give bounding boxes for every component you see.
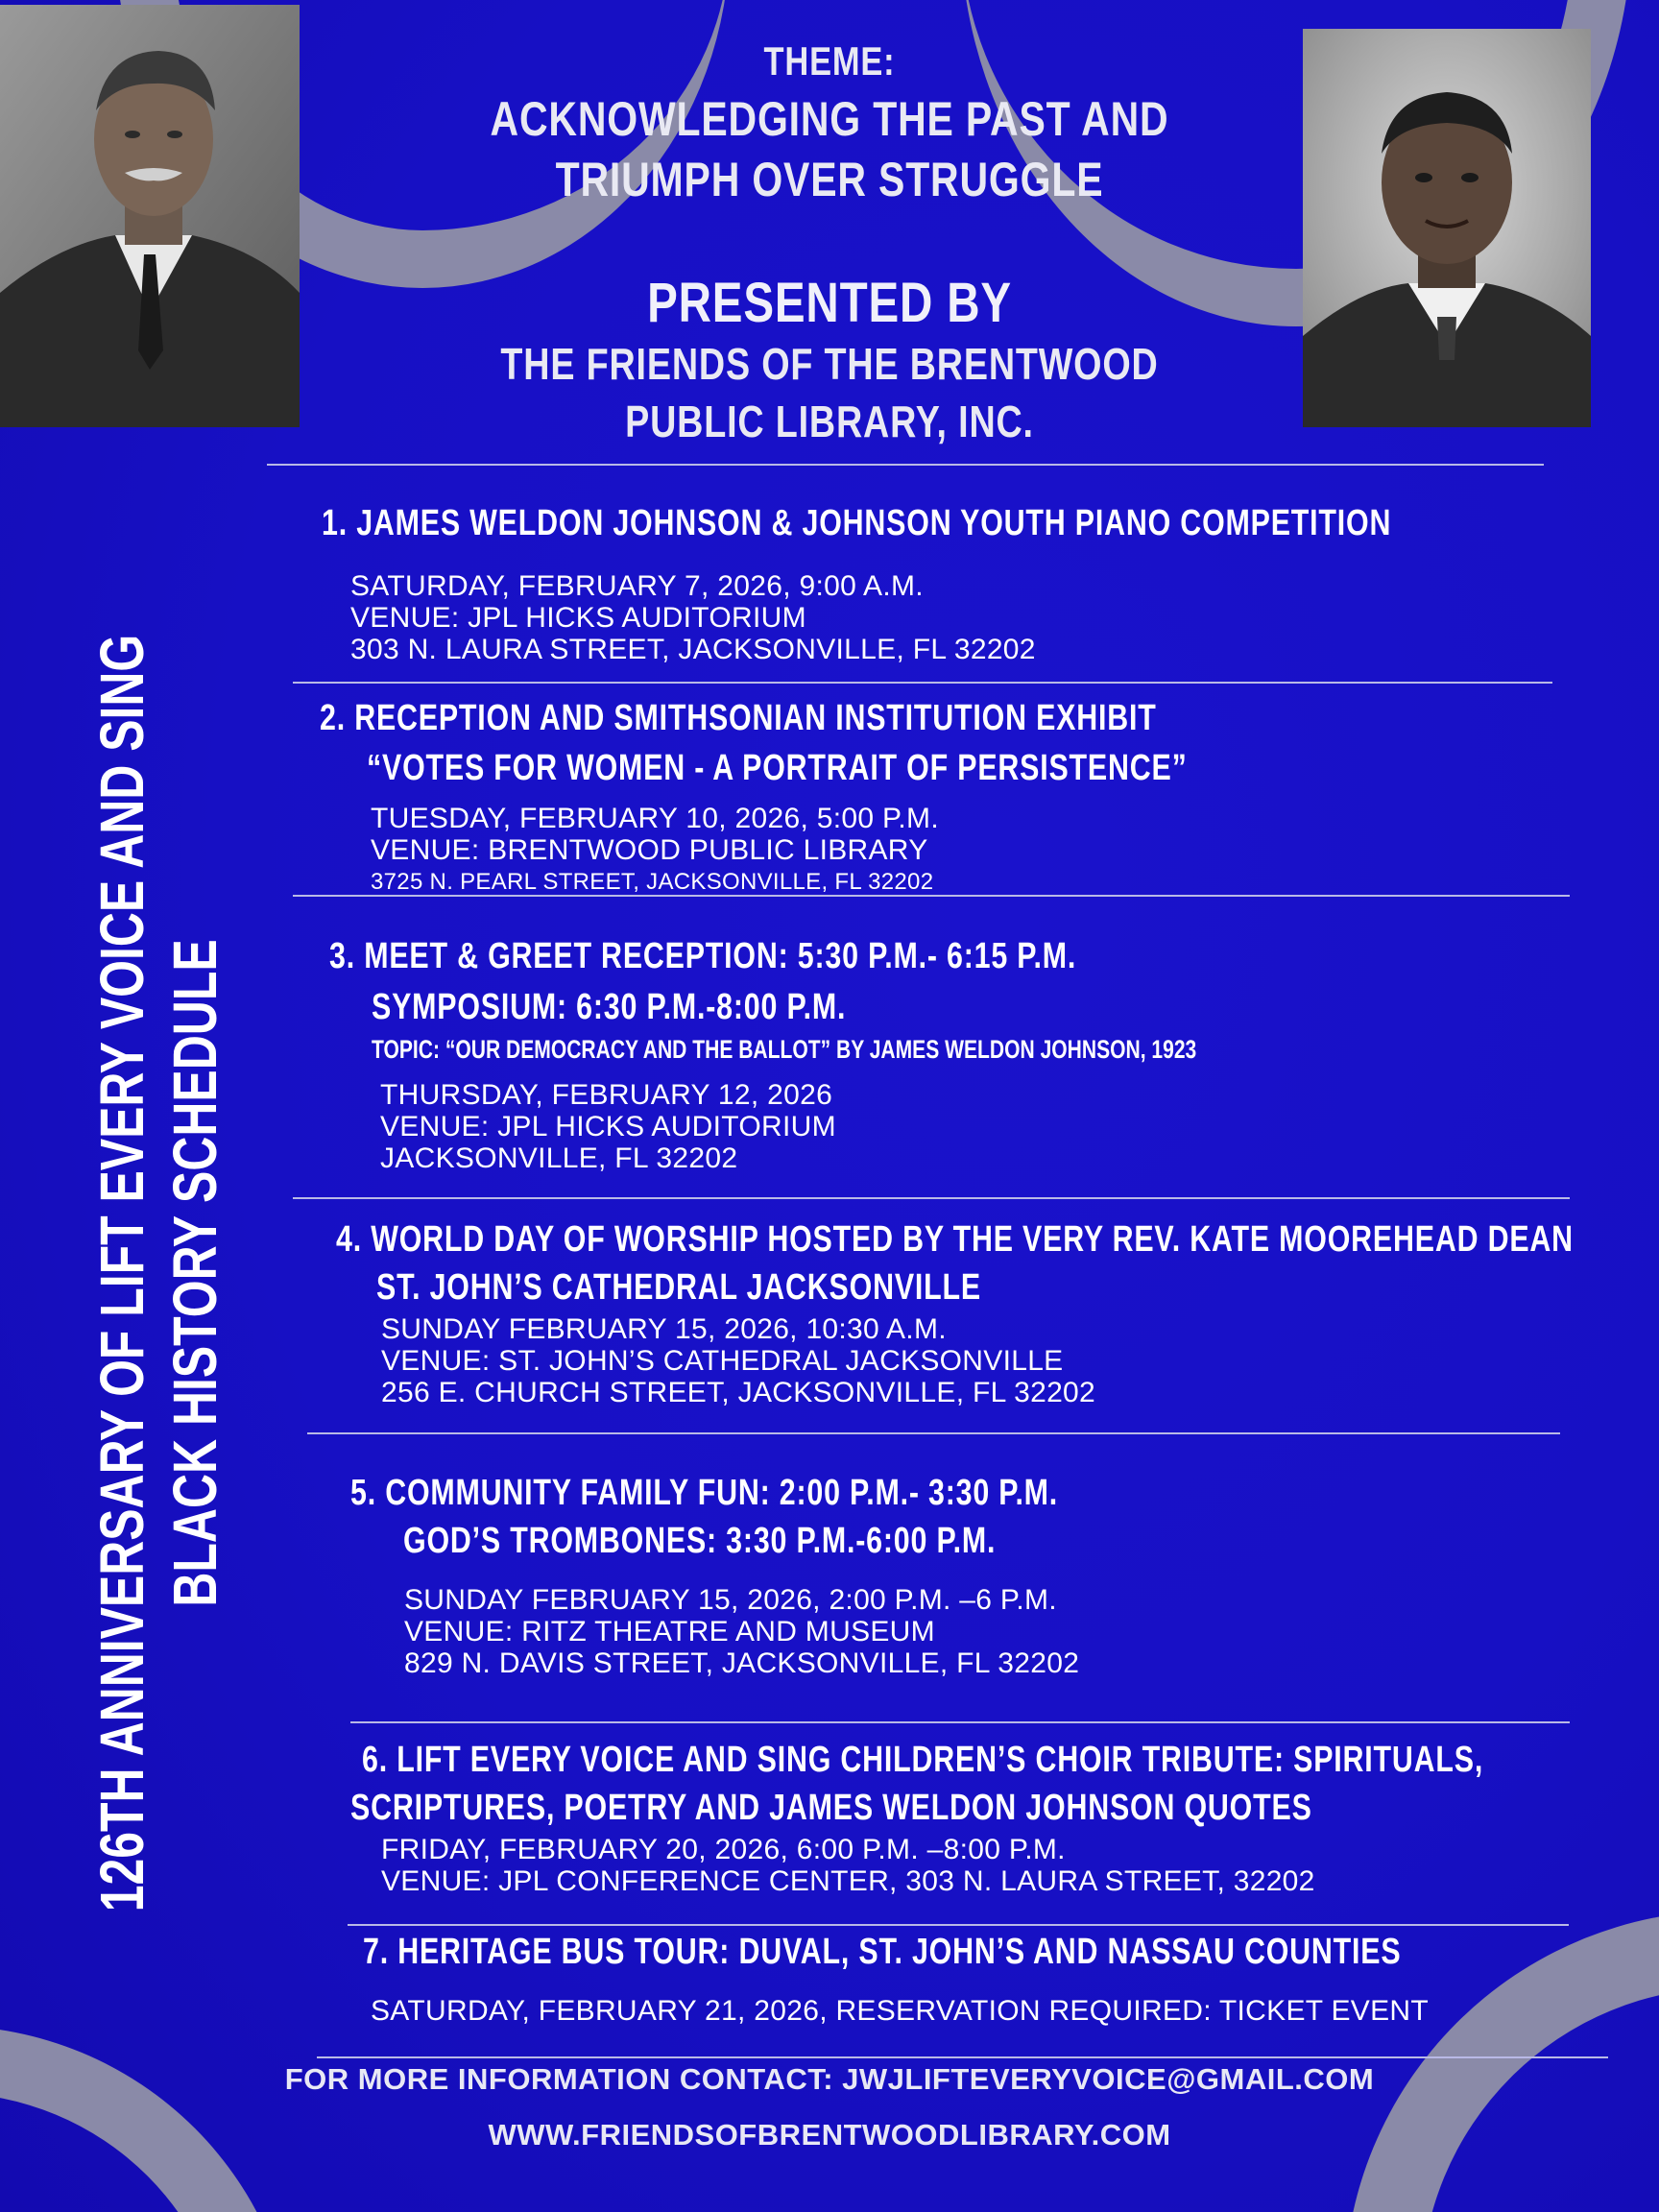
event-venue: VENUE: ST. JOHN’S CATHEDRAL JACKSONVILLE	[381, 1345, 1064, 1377]
divider	[293, 1197, 1570, 1199]
event-date: SUNDAY FEBRUARY 15, 2026, 10:30 A.M.	[381, 1313, 947, 1345]
event-address: 829 N. DAVIS STREET, JACKSONVILLE, FL 32202	[404, 1647, 1080, 1679]
divider	[267, 464, 1544, 466]
event-title: 3. MEET & GREET RECEPTION: 5:30 P.M.- 6:15 P.M.	[329, 936, 1077, 976]
event-4-subtitle	[376, 1263, 1132, 1311]
event-date: SATURDAY, FEBRUARY 7, 2026, 9:00 A.M.	[350, 570, 924, 602]
event-venue: VENUE: JPL HICKS AUDITORIUM	[380, 1111, 836, 1142]
vertical-title-line-2: BLACK HISTORY SCHEDULE	[160, 939, 229, 1607]
divider	[317, 2056, 1608, 2058]
vertical-title-line-1: 126TH ANNIVERSARY OF LIFT EVERY VOICE AND SING	[87, 634, 156, 1912]
event-address: JACKSONVILLE, FL 32202	[380, 1142, 738, 1174]
presenter-line-1: THE FRIENDS OF THE BRENTWOOD	[500, 339, 1159, 389]
divider	[307, 1432, 1560, 1434]
theme-line-2: TRIUMPH OVER STRUGGLE	[555, 153, 1104, 206]
event-date: SUNDAY FEBRUARY 15, 2026, 2:00 P.M. –6 P.M.	[404, 1584, 1057, 1616]
event-address: 303 N. LAURA STREET, JACKSONVILLE, FL 32202	[350, 634, 1036, 665]
event-venue: VENUE: BRENTWOOD PUBLIC LIBRARY	[371, 834, 928, 866]
event-7-details	[371, 1995, 1429, 2027]
vertical-title	[86, 453, 230, 2093]
event-7	[363, 1928, 1659, 1976]
event-title: 7. HERITAGE BUS TOUR: DUVAL, ST. JOHN’S AND NASSAU COUNTIES	[363, 1932, 1402, 1972]
event-1-details	[350, 570, 1036, 665]
event-venue: VENUE: JPL HICKS AUDITORIUM	[350, 602, 806, 634]
event-address: 3725 N. PEARL STREET, JACKSONVILLE, FL 32202	[371, 869, 934, 895]
event-4-details	[381, 1313, 1095, 1408]
event-address: 256 E. CHURCH STREET, JACKSONVILLE, FL 32202	[381, 1377, 1096, 1408]
event-3-details	[380, 1079, 836, 1174]
event-2-details	[371, 803, 939, 898]
event-venue: VENUE: JPL CONFERENCE CENTER, 303 N. LAURA STREET, 32202	[381, 1865, 1315, 1897]
event-subtitle: “VOTES FOR WOMEN - A PORTRAIT OF PERSISTENCE”	[367, 748, 1188, 788]
event-1	[322, 499, 1659, 547]
event-title: 4. WORLD DAY OF WORSHIP HOSTED BY THE VERY REV. KATE MOOREHEAD DEAN	[336, 1219, 1574, 1260]
event-6-details	[381, 1834, 1315, 1897]
event-2	[320, 694, 1366, 742]
event-title: 1. JAMES WELDON JOHNSON & JOHNSON YOUTH PIANO COMPETITION	[322, 503, 1392, 543]
event-topic: TOPIC: “OUR DEMOCRACY AND THE BALLOT” BY JAMES WELDON JOHNSON, 1923	[372, 1035, 1197, 1064]
event-subtitle: SYMPOSIUM: 6:30 P.M.-8:00 P.M.	[372, 987, 847, 1027]
event-4	[336, 1215, 1659, 1263]
event-5	[350, 1469, 1235, 1517]
theme-line-1: ACKNOWLEDGING THE PAST AND	[490, 92, 1169, 146]
theme-label: THEME:	[763, 38, 896, 84]
event-5-subtitle	[403, 1517, 1144, 1565]
event-title: 5. COMMUNITY FAMILY FUN: 2:00 P.M.- 3:30 P.M.	[350, 1473, 1059, 1513]
presented-by-label: PRESENTED BY	[647, 272, 1012, 334]
event-6	[362, 1736, 1659, 1784]
website-link[interactable]: WWW.FRIENDSOFBRENTWOODLIBRARY.COM	[488, 2118, 1171, 2152]
divider	[350, 1721, 1570, 1723]
presenter-line-2: PUBLIC LIBRARY, INC.	[625, 397, 1034, 446]
event-6-subtitle	[350, 1784, 1552, 1832]
event-date: TUESDAY, FEBRUARY 10, 2026, 5:00 P.M.	[371, 803, 939, 834]
event-3	[329, 932, 1263, 980]
event-3-topic	[372, 1032, 1430, 1067]
event-3-subtitle	[372, 983, 965, 1031]
event-2-subtitle	[367, 744, 1392, 792]
divider	[348, 1924, 1569, 1926]
event-5-details	[404, 1584, 1079, 1679]
contact-line: FOR MORE INFORMATION CONTACT: JWJLIFTEVERYVOICE@GMAIL.COM	[284, 2062, 1375, 2096]
event-date: SATURDAY, FEBRUARY 21, 2026, RESERVATION REQUIRED: TICKET EVENT	[371, 1995, 1430, 2027]
event-date: FRIDAY, FEBRUARY 20, 2026, 6:00 P.M. –8:00 P.M.	[381, 1834, 1066, 1865]
event-subtitle: ST. JOHN’S CATHEDRAL JACKSONVILLE	[376, 1267, 981, 1308]
divider	[293, 682, 1552, 684]
event-subtitle: GOD’S TROMBONES: 3:30 P.M.-6:00 P.M.	[403, 1521, 997, 1561]
event-title: 6. LIFT EVERY VOICE AND SING CHILDREN’S CHOIR TRIBUTE: SPIRITUALS,	[362, 1740, 1484, 1780]
event-subtitle: SCRIPTURES, POETRY AND JAMES WELDON JOHNSON QUOTES	[350, 1788, 1312, 1828]
event-title: 2. RECEPTION AND SMITHSONIAN INSTITUTION EXHIBIT	[320, 698, 1157, 738]
event-venue: VENUE: RITZ THEATRE AND MUSEUM	[404, 1616, 935, 1647]
event-date: THURSDAY, FEBRUARY 12, 2026	[380, 1079, 833, 1111]
